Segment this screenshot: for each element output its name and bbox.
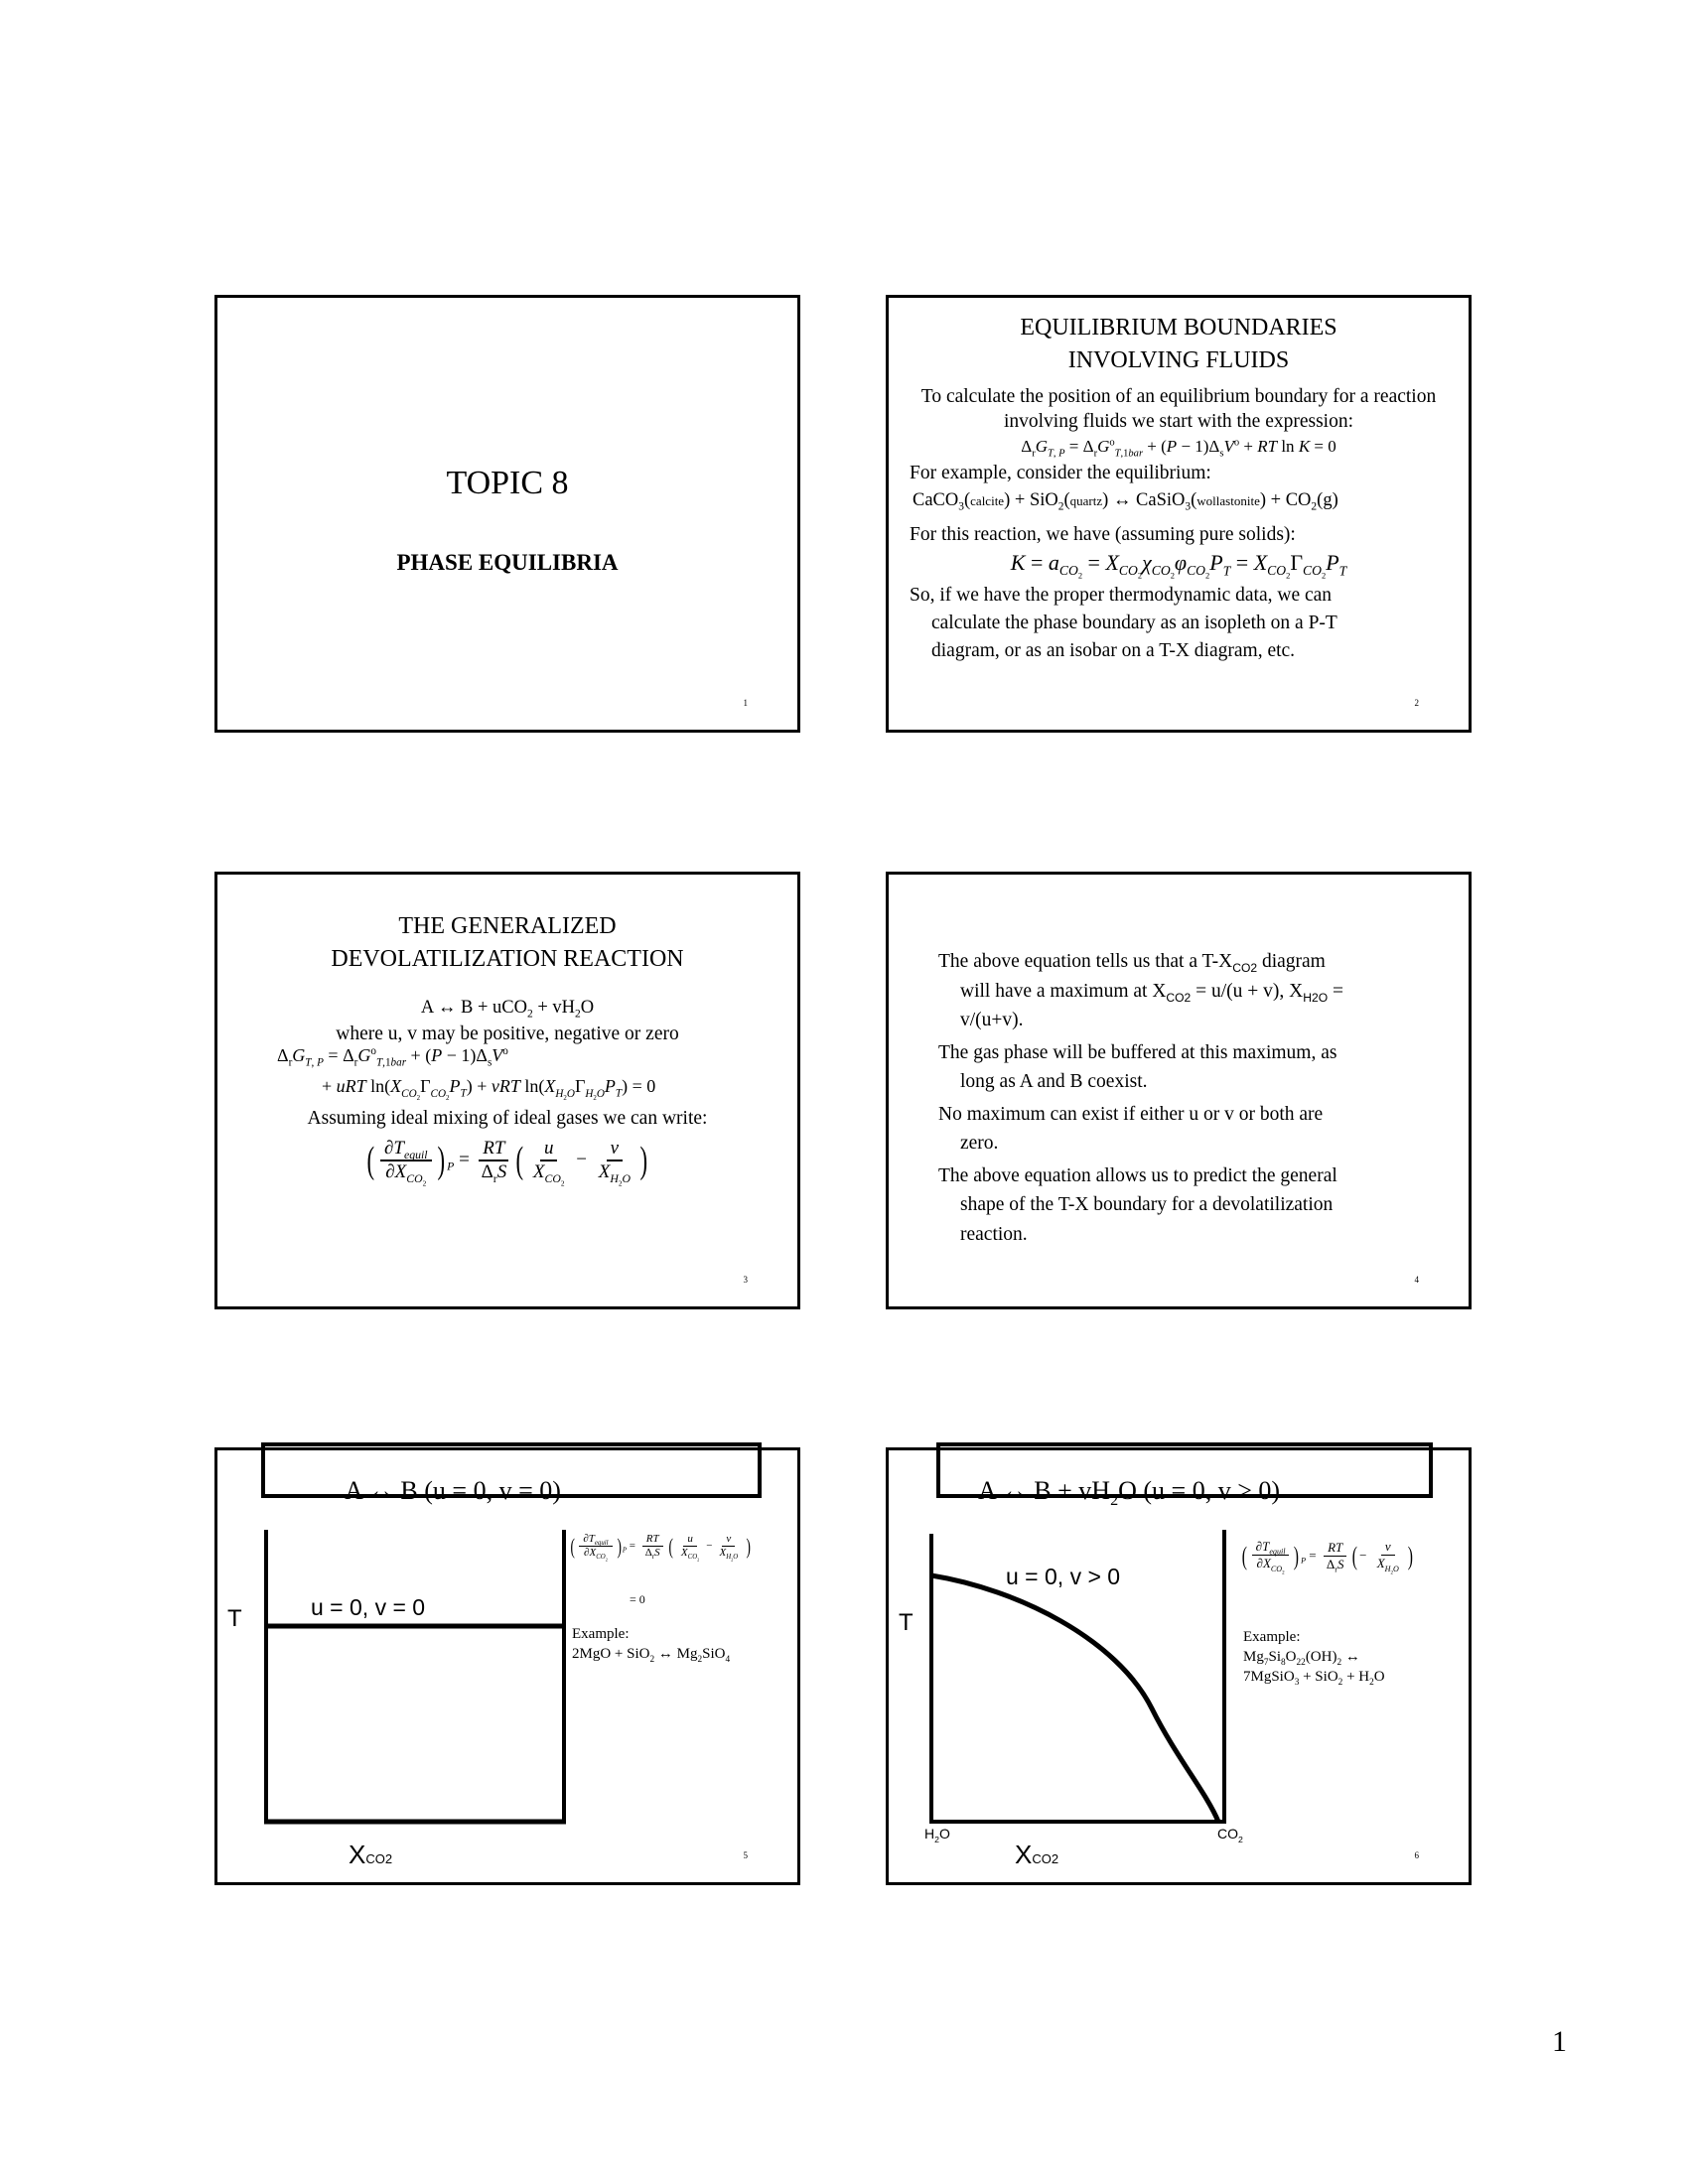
conclusion-text — [910, 582, 1337, 665]
phase-label: calcite — [970, 493, 1005, 508]
y-axis-label: T — [227, 1605, 242, 1632]
product-2: CO — [1285, 490, 1312, 510]
co2-end-label: $CO_2$ — [1217, 1826, 1243, 1844]
text: The above equation tells us that a T-X — [938, 951, 1233, 972]
bullet-item-4 — [938, 1161, 1435, 1250]
text: diagram — [1257, 951, 1326, 972]
text: The gas phase will be buffered at this maximum, as — [938, 1041, 1337, 1063]
calcite-reaction: CaCO$_3$(calcite) + SiO$_2$(quartz) ↔ CaSiO$_3$(wollastonite) + $CO_2(g)$ — [913, 490, 1338, 513]
slide-3 — [214, 872, 800, 1309]
general-reaction: A ↔ $B + uCO_2 + vH_2O$ — [420, 998, 595, 1021]
phase-label: quartz — [1069, 493, 1103, 508]
slide-number: 3 — [743, 1275, 748, 1285]
x-label-subscript: CO2 — [365, 1851, 393, 1866]
gibbs-equation: $\Delta_rG_{T, P} = \Delta_rG^o_{T,1bar} + (P - 1)\Delta_sV^o$ + RT ln K = 0 — [1021, 437, 1336, 460]
slide-1 — [214, 295, 800, 733]
bullet-list — [938, 947, 1435, 1249]
x-label-main: X — [349, 1840, 366, 1869]
example-intro: For example, consider the equilibrium: — [910, 463, 1211, 483]
x-axis-label — [349, 1840, 392, 1870]
text: zero. — [960, 1133, 999, 1154]
text: The above equation allows us to predict the general — [938, 1164, 1337, 1186]
assumption-text: Assuming ideal mixing of ideal gases we can write: — [307, 1108, 708, 1129]
x-label-main: X — [1015, 1840, 1033, 1869]
text: long as A and B coexist. — [960, 1071, 1148, 1092]
heading-line-1: EQUILIBRIUM BOUNDARIES — [1020, 315, 1337, 341]
curve-label: u = 0, v > 0 — [1006, 1564, 1121, 1589]
example-label: Example: — [1243, 1629, 1301, 1645]
example-reaction: 2MgO + SiO$_2$ ↔ $Mg_2SiO_4$ — [572, 1646, 731, 1665]
slide-number: 5 — [743, 1850, 748, 1860]
h2o-end-label: $H_2O$ — [924, 1826, 950, 1844]
slide-heading — [217, 910, 797, 976]
slide-6 — [886, 1447, 1472, 1885]
slide-number: 4 — [1414, 1275, 1419, 1285]
y-axis-label: T — [899, 1609, 914, 1636]
subscript-co2: CO2 — [1166, 990, 1192, 1005]
conclusion-line-3: diagram, or as an isobar on a T-X diagram, etc. — [931, 640, 1296, 661]
slide-4 — [886, 872, 1472, 1309]
slide-subtitle: PHASE EQUILIBRIA — [396, 550, 619, 575]
subscript: 2 — [1311, 500, 1318, 513]
reactant-1: CaCO — [913, 490, 959, 510]
gibbs-equation-line-1: $\Delta_rG_{T, P} = \Delta_rG^o_{T,1bar} + (P - 1)\Delta_sV^o$ — [277, 1045, 508, 1069]
x-label-subscript: CO2 — [1032, 1851, 1059, 1866]
assumption-text: For this reaction, we have (assuming pure solids): — [910, 524, 1296, 545]
slide-title: A ↔ B (u = 0, v = 0) — [345, 1476, 561, 1505]
derivative-equation: ( $\frac{\partial T_{equil}}{\partial X_{CO_2}}$ ) $_P$ = $\frac{RT}{\Delta_rS}$ ( $\frac{u}{X_{CO_2}}$ − $\frac{v}{X_{H_2O}}$ ) — [366, 1138, 648, 1187]
bullet-item-2 — [938, 1038, 1435, 1097]
bullet-item-3 — [938, 1100, 1435, 1159]
line-label: u = 0, v = 0 — [311, 1594, 426, 1620]
slide-number: 2 — [1414, 698, 1419, 708]
conclusion-line-1: So, if we have the proper thermodynamic data, we can — [910, 585, 1333, 606]
subscript: 3 — [958, 500, 964, 513]
note-text: where u, v may be positive, negative or zero — [336, 1024, 679, 1044]
x-axis-label — [1015, 1840, 1058, 1870]
derivative-equation: ( $\frac{\partial T_{equil}}{\partial X_{CO_2}}$ ) $_P$ = $\frac{RT}{\Delta_rS}$ ( − $\frac{v}{X_{H_2O}}$ ) — [1241, 1539, 1413, 1576]
equilibrium-curve — [931, 1575, 1218, 1822]
slide-5 — [214, 1447, 800, 1885]
text: v/(u+v). — [960, 1010, 1024, 1030]
slide-6-title-box — [936, 1442, 1433, 1498]
slide-title: A ↔ $B + vH_2O$ (u = 0, v > 0) — [977, 1476, 1281, 1510]
text: No maximum can exist if either u or v or both are — [938, 1103, 1324, 1125]
subscript: 3 — [1185, 500, 1192, 513]
derivative-equation: ( $\frac{\partial T_{equil}}{\partial X_{CO_2}}$ )$_P$ = $\frac{RT}{\Delta_rS}$ ( $\frac{u}{X_{CO_2}}$ − $\frac{v}{X_{H_2O}}$ ) — [570, 1533, 752, 1563]
heading-line-2: DEVOLATILIZATION REACTION — [331, 946, 684, 972]
slide-2 — [886, 295, 1472, 733]
slide-5-title-box — [261, 1442, 762, 1498]
example-line-2: 7MgSiO$_3$ + $SiO_2 + H_2O$ — [1243, 1669, 1385, 1688]
heading-line-1: THE GENERALIZED — [398, 913, 617, 939]
example-block — [572, 1624, 730, 1664]
conclusion-line-2: calculate the phase boundary as an isopleth on a P-T — [931, 613, 1337, 633]
reactant-2: SiO — [1029, 490, 1058, 510]
k-equation: $K = a_{CO_2} = X_{CO_2}\chi_{CO_2}\varphi_{CO_2}P_T = X_{CO_2}\Gamma_{CO_2}P_T$ — [1010, 550, 1347, 582]
phase-label: g — [1323, 490, 1333, 510]
slide-title: TOPIC 8 — [446, 465, 569, 501]
text: shape of the T-X boundary for a devolatilization — [960, 1194, 1334, 1215]
text: = u/(u + v), X — [1191, 980, 1304, 1002]
subscript-co2: CO2 — [1232, 960, 1258, 975]
page-number: 1 — [1552, 2025, 1567, 2058]
heading-line-2: INVOLVING FLUIDS — [1067, 347, 1290, 373]
slide-number: 1 — [743, 698, 748, 708]
slide-number: 6 — [1414, 1850, 1419, 1860]
subscript: 2 — [1057, 500, 1064, 513]
equation-result: = 0 — [630, 1592, 645, 1606]
example-line-1: $Mg_7Si_8O_{22}(OH)_2$ ↔ — [1243, 1649, 1360, 1668]
phase-diagram — [217, 1450, 797, 1882]
phase-label: wollastonite — [1196, 493, 1260, 508]
text: will have a maximum at X — [960, 980, 1167, 1002]
example-block — [1243, 1627, 1385, 1687]
slide-heading — [889, 312, 1469, 377]
bullet-item-1 — [938, 947, 1435, 1035]
gibbs-equation-line-2: + uRT $\ln(X_{CO_2}\Gamma_{CO_2}P_T)$ + vRT $\ln(X_{H_2O}\Gamma_{H_2O}P_T) = 0$ — [322, 1076, 656, 1102]
intro-text: To calculate the position of an equilibrium boundary for a reaction involving fluids we start with the expression: — [920, 386, 1437, 432]
example-label: Example: — [572, 1626, 630, 1642]
text: = — [1328, 980, 1343, 1002]
product-1: CaSiO — [1136, 490, 1186, 510]
subscript-h2o: H2O — [1303, 990, 1329, 1005]
text: reaction. — [960, 1223, 1028, 1245]
